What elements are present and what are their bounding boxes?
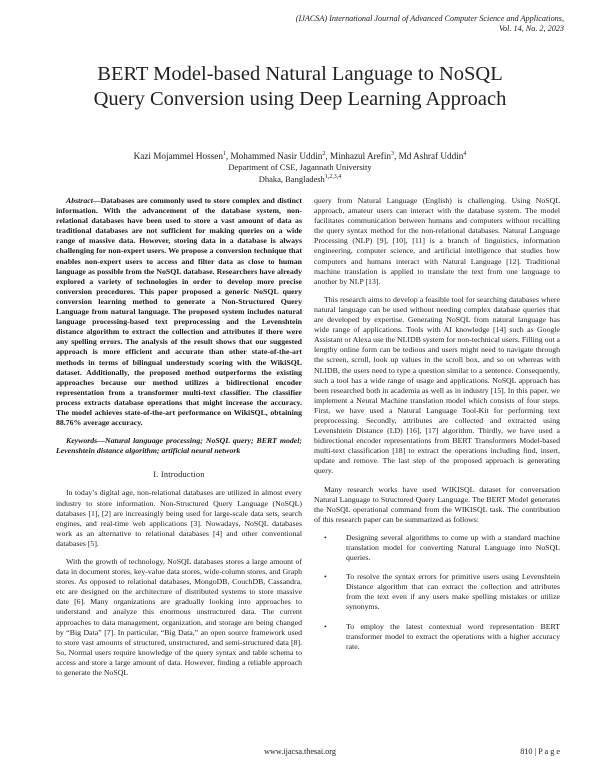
abstract-label: Abstract—: [66, 196, 101, 205]
body-paragraph: In today’s digital age, non-relational databases are utilized in almost every industry to store information. Non-Structured Query Language (NoSQL) databases [1], [2] are increasingly being used for large-scale data sets, search engines, and real-time web applications [3]. Nowadays, NoSQL databases work as an alternative to relational databases [4] and other conventional databases [5].: [56, 488, 302, 548]
paper-title-line1: BERT Model-based Natural Language to NoSQL: [97, 63, 503, 85]
author-name: Mohammed Nasir Uddin: [230, 151, 323, 161]
author-name: Kazi Mojammel Hossen: [133, 151, 223, 161]
contribution-list: [314, 533, 560, 652]
body-paragraph: With the growth of technology, NoSQL databases stores a large amount of data in document stores, key-value data stores, wide-column stores, and Graph stores. As opposed to relational databases, MongoDB, CouchDB, Cassandra, etc are designed on the architecture of distributed systems to store massive date [6]. Many organizations are gradually looking into approaches to understand and analyze this enormous unstructured data. The current approaches to data management, organization, and storage are being changed by “Big Data” [7]. In particular, “Big Data,” an open source framework used to store vast amounts of structured, unstructured, and semi-structured data [8]. So, Normal users require knowledge of the query syntax and table schema to access and store a large amount of data. However, finding a reliable approach to generate the NoSQL: [56, 557, 302, 678]
list-item-text: Designing several algorithms to come up with a standard machine translation model for converting Natural Language into NoSQL queries.: [346, 532, 560, 563]
keywords-label: Keywords—: [66, 436, 105, 446]
author-name: Md Ashraf Uddin: [398, 151, 464, 161]
footer-url: www.ijacsa.thesai.org: [264, 747, 336, 756]
author-affiliation-mark: 4: [463, 150, 467, 157]
affiliation-department: Department of CSE, Jagannath University: [228, 162, 372, 172]
author-list: Kazi Mojammel Hossen$^1$, Mohammed Nasir Uddin$^2$, Minhazul Arefin$^3$, Md Ashraf Uddin$^4$: [133, 150, 467, 161]
keywords-text: Natural language processing; NoSQL query; BERT model; Levenshtein distance algorithm; artificial neural network: [56, 436, 302, 456]
journal-header-line2: Vol. 14, No. 2, 2023: [498, 24, 564, 33]
affiliation-city-name: Dhaka, Bangladesh: [258, 174, 325, 184]
paper-title-line2: Query Conversion using Deep Learning Approach: [93, 88, 507, 110]
bullet-icon: •: [324, 572, 327, 582]
author-affiliation-mark: 1: [222, 150, 226, 157]
abstract-text: Databases are commonly used to store complex and distinct information. With the advancement of the database system, non-relational databases have been used to store a vast amount of data as traditional databases are not sufficient for making queries on a wide range of massive data. However, storing data in a database is always challenging for non-expert users. We propose a conversion technique that enables non-expert users to access and filter data as close to human language as possible from the NoSQL database. Researchers have already explored a variety of technologies in order to develop more precise conversion procedures. This paper proposed a generic NoSQL query conversion learning method to generate a Non-Structured Query Language from natural language. The proposed system includes natural language processing-based text preprocessing and the Levenshtein distance algorithm to extract the collection and attributes if there were any spelling errors. The analysis of the result shows that our suggested approach is more efficient and accurate than other state-of-the-art methods in terms of bilingual understudy scoring with the WikiSQL dataset. Additionally, the proposed method outperforms the existing approaches because our method utilizes a bidirectional encoder representation from a transformer multi-text classifier. The classifier process extracts database operations that might increase the accuracy. The model achieves state-of-the-art performance on WikiSQL, obtaining 88.76% average accuracy.: [56, 196, 302, 428]
right-column: [314, 196, 560, 661]
list-item: [314, 572, 560, 612]
author-name: Minhazul Arefin: [329, 151, 391, 161]
list-item: [314, 533, 560, 563]
list-item-text: To resolve the syntax errors for primitive users using Levenshtein Distance algorithm that can extract the collection and attributes from the text even if any users make spelling mistakes or utilize synonyms.: [346, 572, 560, 612]
body-paragraph: This research aims to develop a feasible tool for searching databases where natural language can be used without needing complex database queries that are developed by expertise. Generating NoSQL from natural language has wide range of applications. Tools with AI knowledge [14] such as Google Assistant or Alexa use the NLIDB system for non-technical users. Filling out a lengthy online form can be tedious and users might need to navigate through the screen, scroll, look up values in the scroll box, and so on whereas with NLIDB, the users need to type a question similar to a sentence. Consequently, such a tool has a wide range of usage and applications. NoSQL approach has been researched both in academia as well as in industry [15]. In this paper, we implement a Neural Machine translation model which consists of four steps. First, we have used a Natural Language Tool-Kit for performing text preprocessing. Secondly, attributes are collected and extracted using Levenshtein Distance (LD) [16], [17] algorithm. Thirdly, we have used a bidirectional encoder representations from BERT Transformers Model-based multi-text classification [18] to extract the operations including find, insert, update and remove. The last step of the proposed approach is generating query.: [314, 294, 560, 476]
author-affiliation-mark: 2: [322, 150, 326, 157]
journal-header-line1: (IJACSA) International Journal of Advanced Computer Science and Applications,: [295, 14, 564, 23]
author-affiliation-mark: 3: [390, 150, 394, 157]
bullet-icon: •: [324, 532, 327, 542]
affiliation-city: [30, 174, 570, 185]
keywords: [56, 436, 302, 456]
paper-title: [30, 62, 570, 112]
affiliation-city-mark: 1,2,3,4: [324, 174, 342, 181]
body-paragraph-continuation: query from Natural Language (English) is challenging. Using NoSQL approach, amateur users can interact with the database system. The model facilitates communication between humans and computers without recalling the query syntax method for the non-relational databases. Natural Language Processing (NLP) [9], [10], [11] is a branch of linguistics, information engineering, computer science, and artificial intelligence that studies how computers and humans interact with Natural Language [12]. Traditional machine translation is applied to translate the text from one language to another by NLP [13].: [314, 196, 560, 286]
abstract: [56, 196, 302, 428]
list-item: [314, 622, 560, 652]
left-column: [56, 196, 302, 686]
bullet-icon: •: [324, 621, 327, 631]
section-heading-introduction: I. Introduction: [153, 470, 205, 480]
body-paragraph: Many research works have used WIKISQL dataset for conversation Natural Language to Structured Query Language. The BERT Model generates the NoSQL operational command from the WIKISQL task. The contribution of this research paper can be summarized as follows:: [314, 484, 560, 524]
list-item-text: To employ the latest contextual word representation BERT transformer model to extract the operations with a higher accuracy rate.: [346, 621, 560, 651]
journal-header: [204, 14, 564, 34]
page-number: 810 | P a g e: [520, 747, 560, 756]
